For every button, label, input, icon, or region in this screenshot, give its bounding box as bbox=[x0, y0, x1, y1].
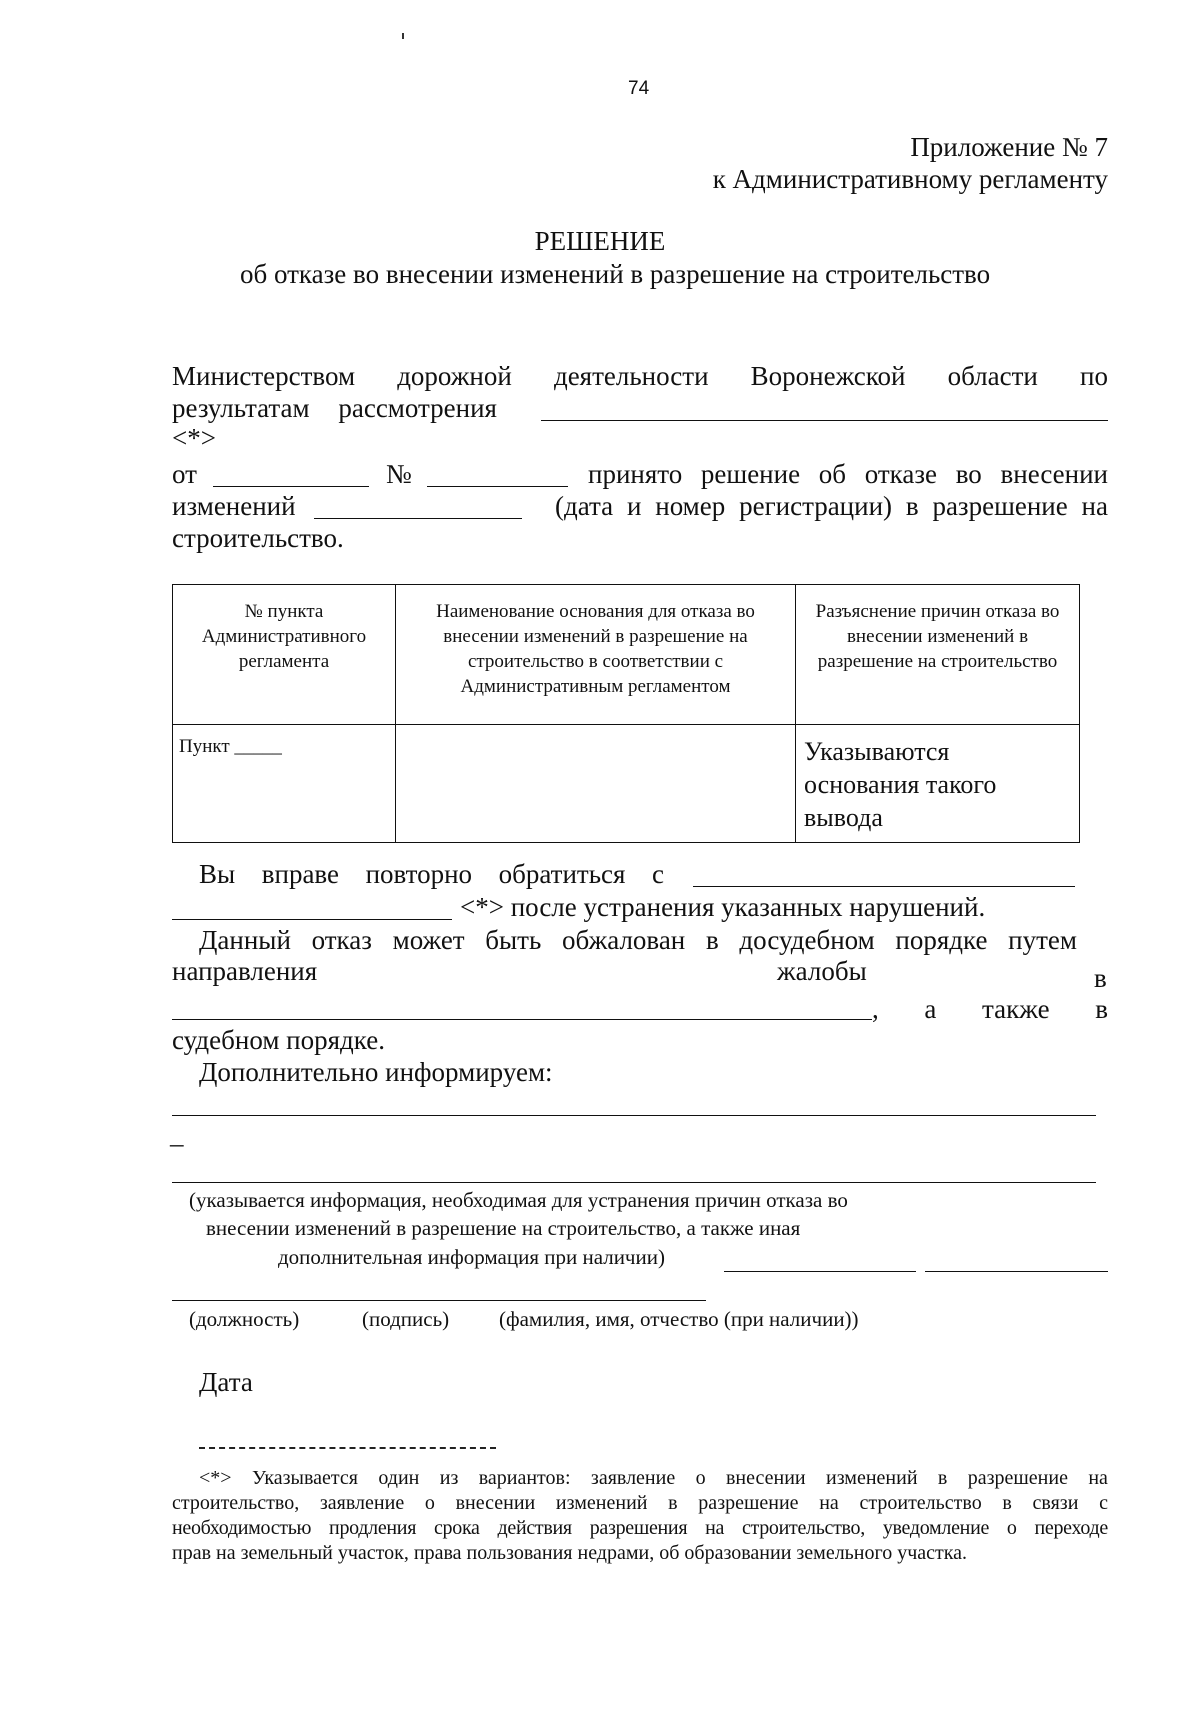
additional-blank-line-2 bbox=[172, 1182, 1096, 1183]
table-header-text: Разъяснение причин отказа во внесении изменений в разрешение на строительство bbox=[815, 601, 1060, 672]
table-cell bbox=[173, 725, 396, 843]
footnote-word: на bbox=[1088, 1467, 1108, 1489]
table-cell-text: Пункт _____ bbox=[179, 736, 282, 757]
note-blank-line-2 bbox=[925, 1271, 1108, 1272]
intro-registration: (дата и номер регистрации) в разрешение на bbox=[555, 491, 1108, 521]
number-blank-line bbox=[427, 486, 568, 487]
review-blank-line bbox=[541, 420, 1108, 421]
signature-sign: (подпись) bbox=[362, 1307, 450, 1331]
intro-line-2: результатам рассмотрения bbox=[172, 393, 497, 423]
table-header-row bbox=[173, 585, 1080, 725]
appeal-word: в bbox=[1095, 994, 1108, 1024]
footnote-line-3: необходимостью продления срока действия разрешения на строительство, уведомление о переходе bbox=[172, 1517, 1108, 1539]
intro-decision: принято решение об отказе во внесении bbox=[588, 459, 1108, 489]
footnote-word: из bbox=[439, 1467, 459, 1489]
additional-note-line-1: (указывается информация, необходимая для устранения причин отказа во bbox=[189, 1188, 848, 1212]
reapply-line-2: <*> после устранения указанных нарушений. bbox=[460, 892, 986, 922]
table-cell-text: Указываются основания такого вывода bbox=[804, 737, 997, 832]
document-title: РЕШЕНИЕ bbox=[534, 226, 666, 256]
appeal-line-3 bbox=[872, 993, 1108, 1025]
intro-line-1 bbox=[172, 360, 1108, 392]
additional-label: Дополнительно информируем: bbox=[199, 1057, 553, 1087]
footnote-word: заявление bbox=[590, 1467, 676, 1489]
footnote-line-2: строительство, заявление о внесении изменений в разрешение на строительство в связи с bbox=[172, 1492, 1108, 1514]
intro-line-6: строительство. bbox=[172, 523, 344, 553]
footnote-word: Указывается bbox=[251, 1467, 358, 1489]
appeal-blank-line bbox=[172, 1019, 872, 1020]
table-header-cell bbox=[796, 585, 1080, 725]
appeal-line-4: судебном порядке. bbox=[172, 1025, 385, 1055]
date-blank-line bbox=[213, 486, 369, 487]
appeal-line-2-mid: жалобы bbox=[777, 956, 867, 986]
signature-line bbox=[172, 1300, 706, 1301]
footnote-word: внесении bbox=[725, 1467, 806, 1489]
table-header-cell bbox=[173, 585, 396, 725]
intro-word: Воронежской bbox=[750, 361, 906, 391]
table-header-text: № пункта Административного регламента bbox=[201, 601, 367, 672]
table-cell bbox=[396, 725, 796, 843]
additional-note-line-2: внесении изменений в разрешение на строительство, а также иная bbox=[206, 1216, 801, 1240]
footnote-word: изменений bbox=[825, 1467, 918, 1489]
additional-blank-line-1 bbox=[172, 1115, 1096, 1116]
additional-note-line-3: дополнительная информация при наличии) bbox=[278, 1245, 665, 1269]
scan-speck bbox=[402, 33, 404, 39]
date-label: Дата bbox=[199, 1367, 253, 1397]
table-header-cell bbox=[396, 585, 796, 725]
footnote-line-1 bbox=[199, 1466, 1108, 1491]
reapply-word: с bbox=[652, 859, 664, 889]
reapply-word: Вы bbox=[199, 859, 236, 889]
intro-word: дорожной bbox=[397, 361, 512, 391]
intro-word: по bbox=[1080, 361, 1108, 391]
reapply-word: повторно bbox=[365, 859, 473, 889]
appendix-line-1: Приложение № 7 bbox=[910, 132, 1108, 162]
appeal-word: а bbox=[924, 994, 937, 1024]
document-subtitle: об отказе во внесении изменений в разрешение на строительство bbox=[240, 259, 991, 289]
intro-line-3: <*> bbox=[172, 423, 216, 453]
footnote-word: о bbox=[695, 1467, 706, 1489]
reapply-blank-line-1 bbox=[693, 886, 1075, 887]
changes-blank-line bbox=[314, 518, 522, 519]
intro-word: деятельности bbox=[553, 361, 709, 391]
additional-dash: _ bbox=[170, 1119, 184, 1149]
table-cell bbox=[796, 725, 1080, 843]
intro-number-sign: № bbox=[386, 459, 412, 489]
footnote-word: один bbox=[378, 1467, 420, 1489]
appendix-line-2: к Административному регламенту bbox=[712, 164, 1108, 194]
signature-name: (фамилия, имя, отчество (при наличии)) bbox=[499, 1307, 859, 1331]
appeal-line-2-left: направления bbox=[172, 956, 318, 986]
refusal-grounds-table bbox=[172, 584, 1080, 843]
footnote-line-4: прав на земельный участок, права пользования недрами, об образовании земельного участка. bbox=[172, 1542, 968, 1564]
intro-word: Министерством bbox=[172, 361, 356, 391]
reapply-blank-line-2 bbox=[172, 919, 452, 920]
table-row bbox=[173, 725, 1080, 843]
signature-position: (должность) bbox=[189, 1307, 300, 1331]
appeal-word: также bbox=[982, 994, 1050, 1024]
appeal-word: , bbox=[872, 994, 879, 1024]
footnote-word: в bbox=[937, 1467, 948, 1489]
intro-from: от bbox=[172, 459, 197, 489]
footnote-separator bbox=[199, 1447, 496, 1449]
appeal-line-2-right: в bbox=[1094, 963, 1107, 993]
reapply-word: обратиться bbox=[498, 859, 626, 889]
reapply-word: вправе bbox=[261, 859, 340, 889]
table-header-text: Наименование основания для отказа во внесении изменений в разрешение на строительство в соответствии с Административным регламентом bbox=[436, 601, 755, 697]
reapply-line-1 bbox=[199, 858, 664, 890]
appeal-line-1: Данный отказ может быть обжалован в досудебном порядке путем bbox=[199, 925, 1077, 955]
intro-word: области bbox=[947, 361, 1038, 391]
footnote-word: вариантов: bbox=[478, 1467, 571, 1489]
page-number: 74 bbox=[628, 78, 650, 99]
intro-changes: изменений bbox=[172, 491, 296, 521]
footnote-word: <*> bbox=[199, 1467, 232, 1489]
footnote-word: разрешение bbox=[967, 1467, 1068, 1489]
note-blank-line-1 bbox=[724, 1271, 916, 1272]
